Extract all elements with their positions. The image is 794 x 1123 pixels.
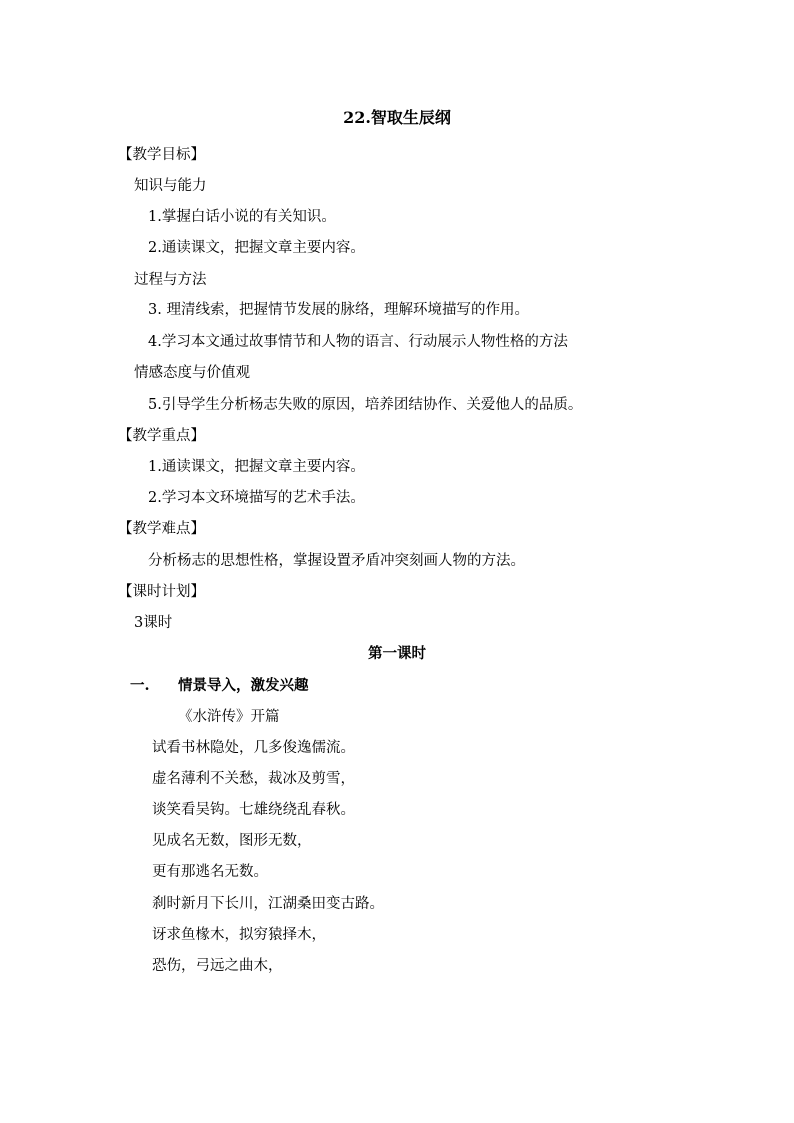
key-point-item: 2.学习本文环境描写的艺术手法。 [148, 490, 365, 506]
difficulties-heading: 【教学难点】 [118, 521, 205, 537]
poem-line: 试看书林隐处，几多俊逸儒流。 [152, 740, 355, 756]
objectives-heading: 【教学目标】 [118, 147, 205, 163]
part1-title: 情景导入，激发兴趣 [178, 677, 309, 694]
lesson1-heading: 第一课时 [368, 645, 426, 662]
poem-line: 讶求鱼椽木，拟穷猿择木， [152, 927, 326, 943]
poem-line: 刹时新月下长川，江湖桑田变古路。 [152, 896, 384, 912]
objective-item: 1.掌握白话小说的有关知识。 [148, 209, 336, 225]
knowledge-label: 知识与能力 [134, 178, 207, 194]
key-points-heading: 【教学重点】 [118, 428, 205, 444]
process-label: 过程与方法 [134, 272, 207, 288]
schedule-text: 3课时 [134, 615, 173, 631]
part1-number: 一. [130, 677, 150, 694]
objective-item: 4.学习本文通过故事情节和人物的语言、行动展示人物性格的方法 [148, 334, 568, 350]
key-point-item: 1.通读课文，把握文章主要内容。 [148, 459, 365, 475]
poem-line: 恐伤，弓远之曲木， [152, 958, 283, 974]
difficulties-text: 分析杨志的思想性格，掌握设置矛盾冲突刻画人物的方法。 [148, 553, 525, 569]
poem-line: 谈笑看吴钩。七雄绕绕乱春秋。 [152, 802, 355, 818]
poem-line: 更有那逃名无数。 [152, 864, 268, 880]
schedule-heading: 【课时计划】 [118, 584, 205, 600]
poem-title: 《水浒传》开篇 [178, 709, 280, 725]
objective-item: 5.引导学生分析杨志失败的原因，培养团结协作、关爱他人的品质。 [148, 397, 583, 413]
document-title: 22.智取生辰纲 [343, 108, 451, 127]
objective-item: 3. 理清线索，把握情节发展的脉络，理解环境描写的作用。 [148, 302, 529, 318]
objective-item: 2.通读课文，把握文章主要内容。 [148, 240, 365, 256]
emotion-label: 情感态度与价值观 [134, 365, 250, 381]
poem-line: 见成名无数，图形无数， [152, 833, 312, 849]
poem-line: 虚名薄利不关愁，裁冰及剪雪， [152, 771, 355, 787]
